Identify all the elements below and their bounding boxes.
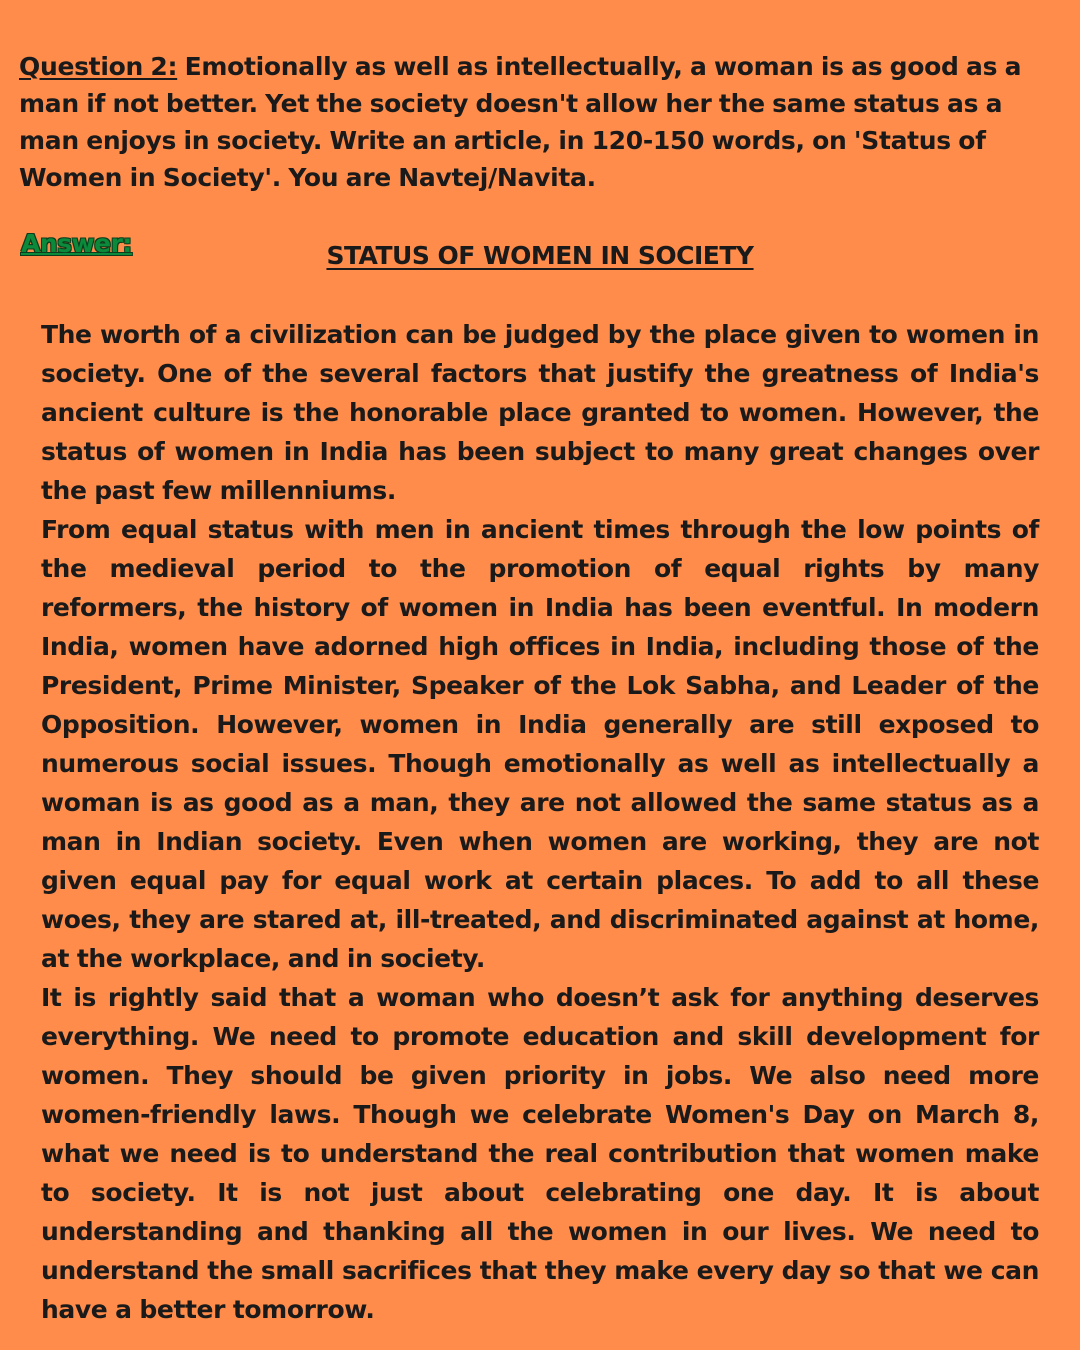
article-paragraph: It is rightly said that a woman who doesn’t ask for anything deserves everything. We need to promote education and skill development for women. They should be given priority in jobs. We also need more women-friendly laws. Though we celebrate Women's Day on March 8, what we need is to understand the real contribution that women make to society. It is not just about celebrating one day. It is about understanding and thanking all the women in our lives. We need to understand the small sacrifices that they make every day so that we can have a better tomorrow. — [41, 983, 1039, 1324]
question-label: Question 2: — [19, 52, 178, 81]
article-body — [41, 315, 1039, 1329]
answer-label: Answer: — [21, 229, 132, 258]
article-paragraph: From equal status with men in ancient times through the low points of the medieval period to the promotion of equal rights by many reformers, the history of women in India has been eventful. In modern India, women have adorned high offices in India, including those of the President, Prime Minister, Speaker of the Lok Sabha, and Leader of the Opposition. However, women in India generally are still exposed to numerous social issues. Though emotionally as well as intellectually a woman is as good as a man, they are not allowed the same status as a man in Indian society. Even when women are working, they are not given equal pay for equal work at certain places. To add to all these woes, they are stared at, ill-treated, and discriminated against at home, at the workplace, and in society. — [41, 515, 1039, 973]
question-text: Emotionally as well as intellectually, a woman is as good as a man if not better. Yet the society doesn't allow her the same status as a man enjoys in society. Write an article, in 120-150 words, on 'Status of Women in Society'. You are Navtej/Navita. — [19, 52, 1022, 192]
article-paragraph: The worth of a civilization can be judged by the place given to women in society. One of the several factors that justify the greatness of India's ancient culture is the honorable place granted to women. However, the status of women in India has been subject to many great changes over the past few millenniums. — [41, 320, 1039, 505]
article-title: STATUS OF WOMEN IN SOCIETY — [326, 241, 754, 270]
question-block — [19, 48, 1063, 196]
